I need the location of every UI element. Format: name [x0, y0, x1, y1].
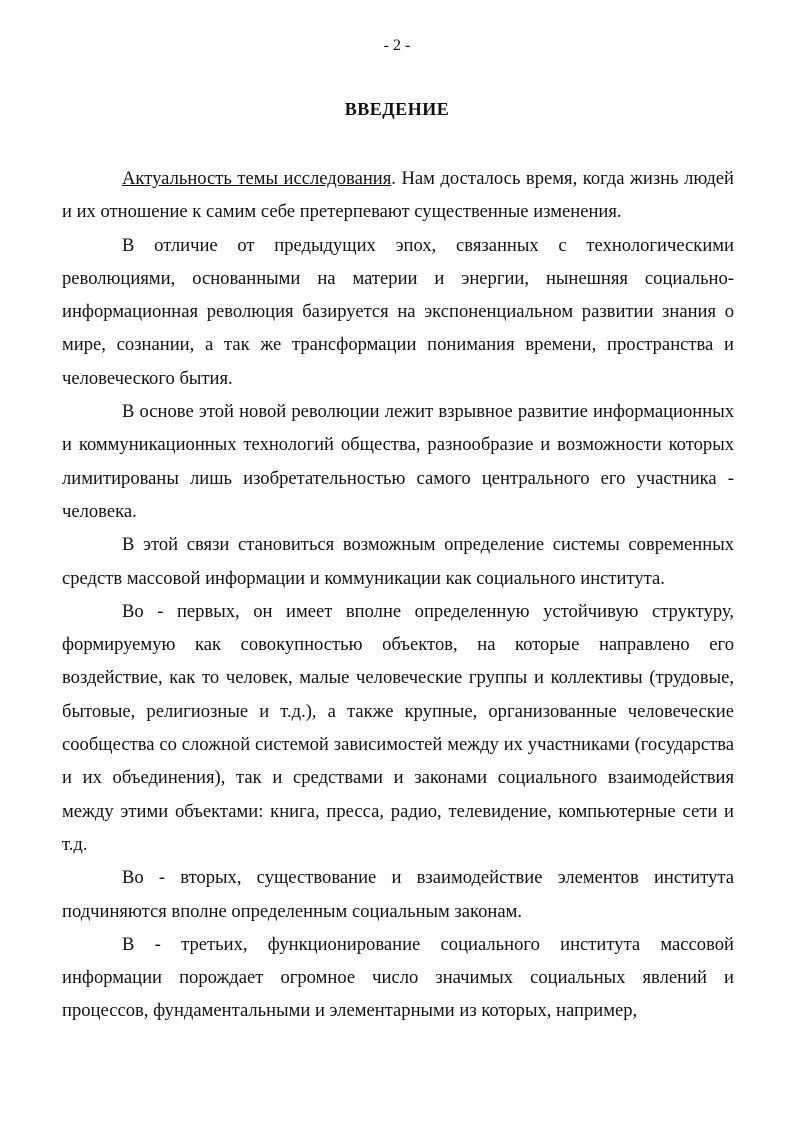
relevance-text: . Нам досталось время, когда жизнь людей и их отношение к самим себе претерпевают существенные изменения. — [62, 168, 734, 223]
page-number: - 2 - — [383, 37, 411, 54]
paragraph: В этой связи становиться возможным определение системы современных средств массовой информации и коммуникации как социального института. — [62, 534, 734, 589]
paragraph: В - третьих, функционирование социального института массовой информации порождает огромное число значимых социальных явлений и процессов, фундаментальными и элементарными из которых, например, — [62, 933, 734, 1022]
paragraph: В основе этой новой революции лежит взрывное развитие информационных и коммуникационных технологий общества, разнообразие и возможности которых лимитированы лишь изобретательностью самого центрального его участника - человека. — [62, 401, 734, 522]
section-heading: ВВЕДЕНИЕ — [344, 99, 450, 119]
paragraph-relevance — [62, 162, 734, 229]
paragraph: В отличие от предыдущих эпох, связанных с технологическими революциями, основанными на материи и энергии, нынешняя социально-информационная революция базируется на экспоненциальном развитии знания о мире, сознании, а так же трансформации понимания времени, пространства и человеческого бытия. — [62, 234, 734, 389]
relevance-lead: Актуальность темы исследования — [122, 168, 392, 189]
body-text — [62, 162, 734, 1028]
paragraph: Во - первых, он имеет вполне определенную устойчивую структуру, формируемую как совокупностью объектов, на которые направлено его воздействие, как то человек, малые человеческие группы и коллективы (трудовые, бытовые, религиозные и т.д.), а также крупные, организованные человеческие сообщества со сложной системой зависимостей между их участниками (государства и их объединения), так и средствами и законами социального взаимодействия между этими объектами: книга, пресса, радио, телевидение, компьютерные сети и т.д. — [62, 600, 734, 855]
paragraph: Во - вторых, существование и взаимодействие элементов института подчиняются вполне определенным социальным законам. — [62, 867, 734, 922]
